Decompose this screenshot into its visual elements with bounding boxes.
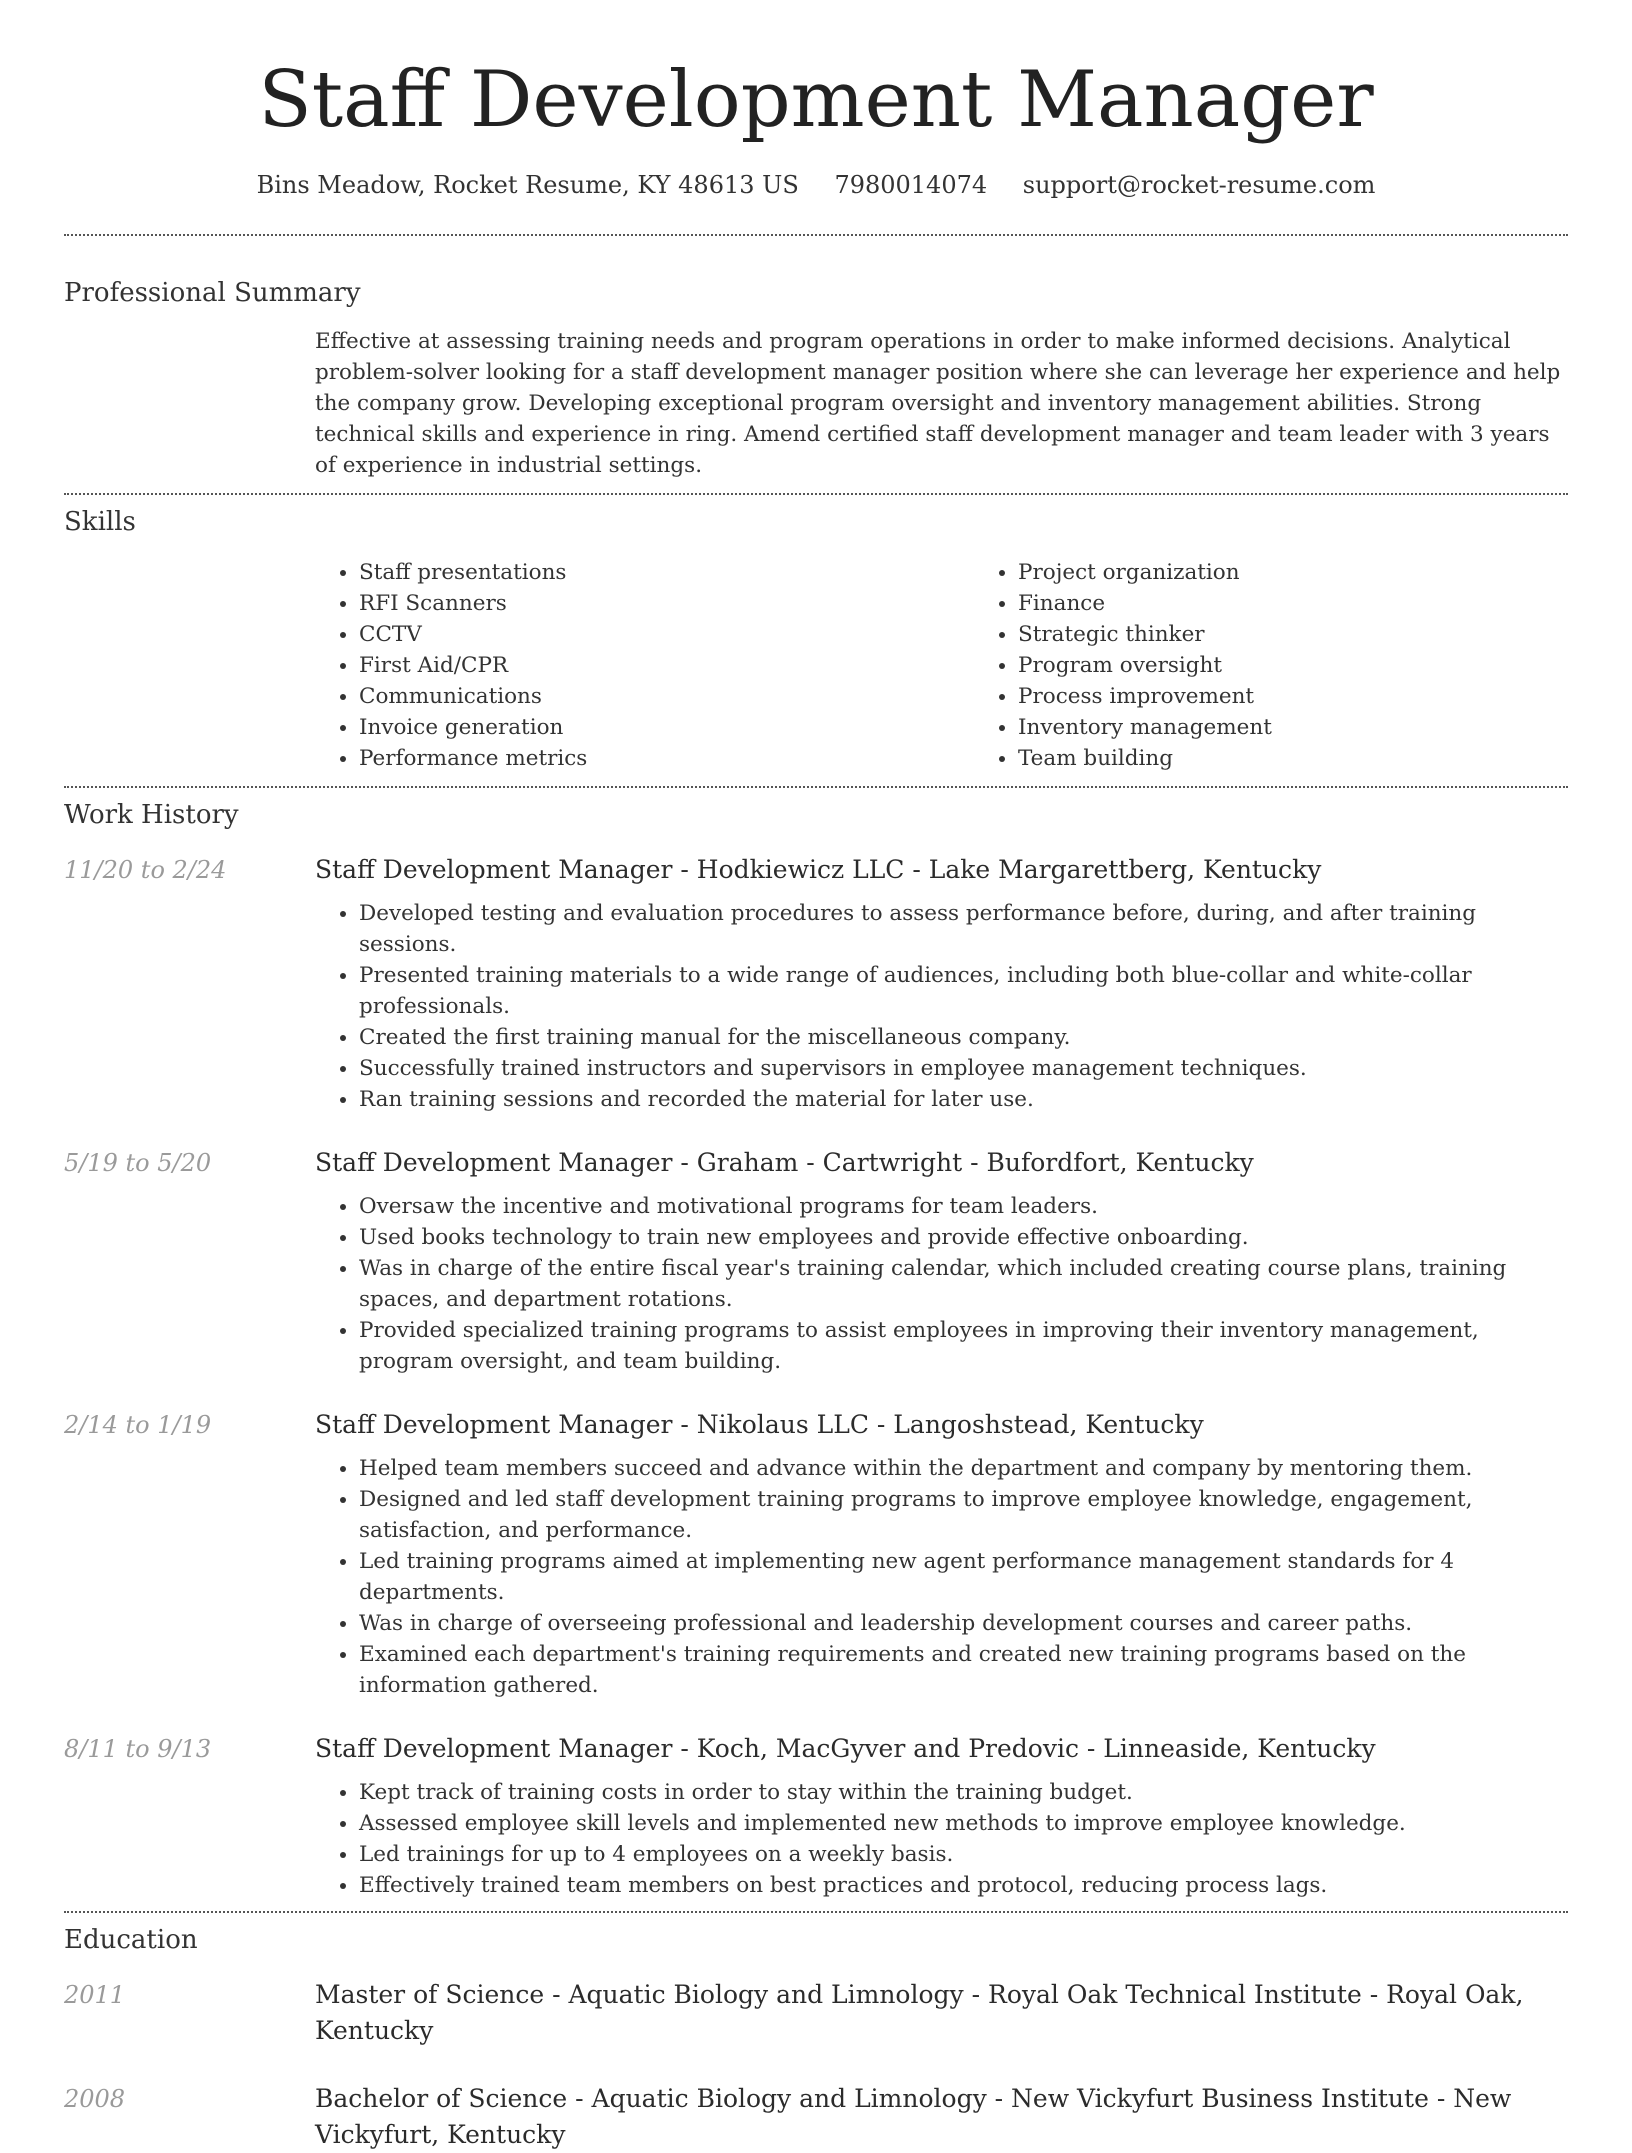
job-dates: 11/20 to 2/24 xyxy=(64,856,227,884)
skill-item: • Strategic thinker xyxy=(1018,619,1632,650)
skills-columns xyxy=(315,557,1568,786)
job-bullet: • Assessed employee skill levels and implemented new methods to improve employee knowledge. xyxy=(359,1808,1568,1839)
job-bullet: • Was in charge of overseeing professional and leadership development courses and career paths. xyxy=(359,1608,1568,1639)
job-entry xyxy=(64,1407,1568,1701)
job-entry xyxy=(64,852,1568,1115)
skills-title: Skills xyxy=(64,507,136,537)
job-bullet: • Designed and led staff development training programs to improve employee knowledge, engagement, satisfaction, and performance. xyxy=(359,1484,1568,1546)
contact-email: support@rocket-resume.com xyxy=(1022,171,1376,199)
education-degree: Bachelor of Science - Aquatic Biology and Limnology - New Vickyfurt Business Institute - New Vickyfurt, Kentucky xyxy=(315,2084,1512,2149)
job-bullet: • Led trainings for up to 4 employees on a weekly basis. xyxy=(359,1839,1568,1870)
skill-item: • Finance xyxy=(1018,588,1632,619)
resume-name: Staff Development Manager xyxy=(258,55,1374,145)
education-year: 2011 xyxy=(64,1981,126,2009)
job-bullet: • Was in charge of the entire fiscal year's training calendar, which included creating course plans, training spaces, and department rotations. xyxy=(359,1253,1568,1315)
job-bullet: • Used books technology to train new employees and provide effective onboarding. xyxy=(359,1222,1568,1253)
job-bullet: • Presented training materials to a wide range of audiences, including both blue-collar and white-collar professionals. xyxy=(359,960,1568,1022)
job-bullets xyxy=(315,1453,1568,1701)
job-entry xyxy=(64,1731,1568,1911)
education-entry xyxy=(64,1977,1568,2049)
job-bullet: • Kept track of training costs in order to stay within the training budget. xyxy=(359,1777,1568,1808)
contact-phone: 7980014074 xyxy=(834,171,988,199)
job-bullet: • Provided specialized training programs to assist employees in improving their inventory management, program oversight, and team building. xyxy=(359,1315,1568,1377)
skill-item: • Process improvement xyxy=(1018,681,1632,712)
job-bullet: • Helped team members succeed and advance within the department and company by mentoring them. xyxy=(359,1453,1568,1484)
job-bullet: • Led training programs aimed at implementing new agent performance management standards for 4 departments. xyxy=(359,1546,1568,1608)
skills-list-right xyxy=(974,557,1632,774)
work-history-title: Work History xyxy=(64,800,239,830)
skill-item: • Invoice generation xyxy=(359,712,974,743)
skill-item: • Inventory management xyxy=(1018,712,1632,743)
education-year: 2008 xyxy=(64,2085,126,2113)
job-bullet: • Developed testing and evaluation procedures to assess performance before, during, and after training sessions. xyxy=(359,898,1568,960)
job-dates: 5/19 to 5/20 xyxy=(64,1149,212,1177)
job-header xyxy=(64,1145,1568,1181)
summary-text: Effective at assessing training needs and program operations in order to make informed decisions. Analytical problem-solver looking for a staff development manager position where she can leverage her experience and help the company grow. Developing exceptional program oversight and inventory management abilities. Strong technical skills and experience in ring. Amend certified staff development manager and team leader with 3 years of experience in industrial settings. xyxy=(315,329,1561,478)
job-dates: 8/11 to 9/13 xyxy=(64,1735,212,1763)
skills-list-left xyxy=(315,557,974,774)
skill-item: • Program oversight xyxy=(1018,650,1632,681)
job-header xyxy=(64,1407,1568,1443)
work-history-section xyxy=(64,788,1568,1911)
skill-item: • CCTV xyxy=(359,619,974,650)
job-header xyxy=(64,1731,1568,1767)
job-bullet: • Effectively trained team members on best practices and protocol, reducing process lags. xyxy=(359,1870,1568,1901)
job-bullets xyxy=(315,1191,1568,1377)
skill-item: • First Aid/CPR xyxy=(359,650,974,681)
skill-item: • Performance metrics xyxy=(359,743,974,774)
education-section xyxy=(64,1913,1568,2153)
summary-section xyxy=(64,236,1568,493)
contact-line xyxy=(64,168,1568,202)
skill-item: • Communications xyxy=(359,681,974,712)
job-dates: 2/14 to 1/19 xyxy=(64,1411,212,1439)
education-degree: Master of Science - Aquatic Biology and Limnology - Royal Oak Technical Institute - Royal Oak, Kentucky xyxy=(315,1980,1524,2045)
skill-item: • Project organization xyxy=(1018,557,1632,588)
job-bullet: • Created the first training manual for the miscellaneous company. xyxy=(359,1022,1568,1053)
skills-section xyxy=(64,495,1568,786)
education-title: Education xyxy=(64,1925,198,1955)
job-bullet: • Examined each department's training requirements and created new training programs based on the information gathered. xyxy=(359,1639,1568,1701)
skill-item: • Staff presentations xyxy=(359,557,974,588)
job-bullet: • Successfully trained instructors and supervisors in employee management techniques. xyxy=(359,1053,1568,1084)
job-role: Staff Development Manager - Hodkiewicz LLC - Lake Margarettberg, Kentucky xyxy=(315,855,1322,884)
job-role: Staff Development Manager - Nikolaus LLC - Langoshstead, Kentucky xyxy=(315,1410,1204,1439)
job-bullet: • Oversaw the incentive and motivational programs for team leaders. xyxy=(359,1191,1568,1222)
education-entry xyxy=(64,2081,1568,2153)
contact-address: Bins Meadow, Rocket Resume, KY 48613 US xyxy=(256,171,799,199)
job-bullets xyxy=(315,898,1568,1115)
job-role: Staff Development Manager - Koch, MacGyver and Predovic - Linneaside, Kentucky xyxy=(315,1734,1376,1763)
job-role: Staff Development Manager - Graham - Cartwright - Bufordfort, Kentucky xyxy=(315,1148,1254,1177)
skill-item: • Team building xyxy=(1018,743,1632,774)
summary-title: Professional Summary xyxy=(64,278,361,308)
skill-item: • RFI Scanners xyxy=(359,588,974,619)
job-bullets xyxy=(315,1777,1568,1901)
job-bullet: • Ran training sessions and recorded the material for later use. xyxy=(359,1084,1568,1115)
job-entry xyxy=(64,1145,1568,1377)
job-header xyxy=(64,852,1568,888)
